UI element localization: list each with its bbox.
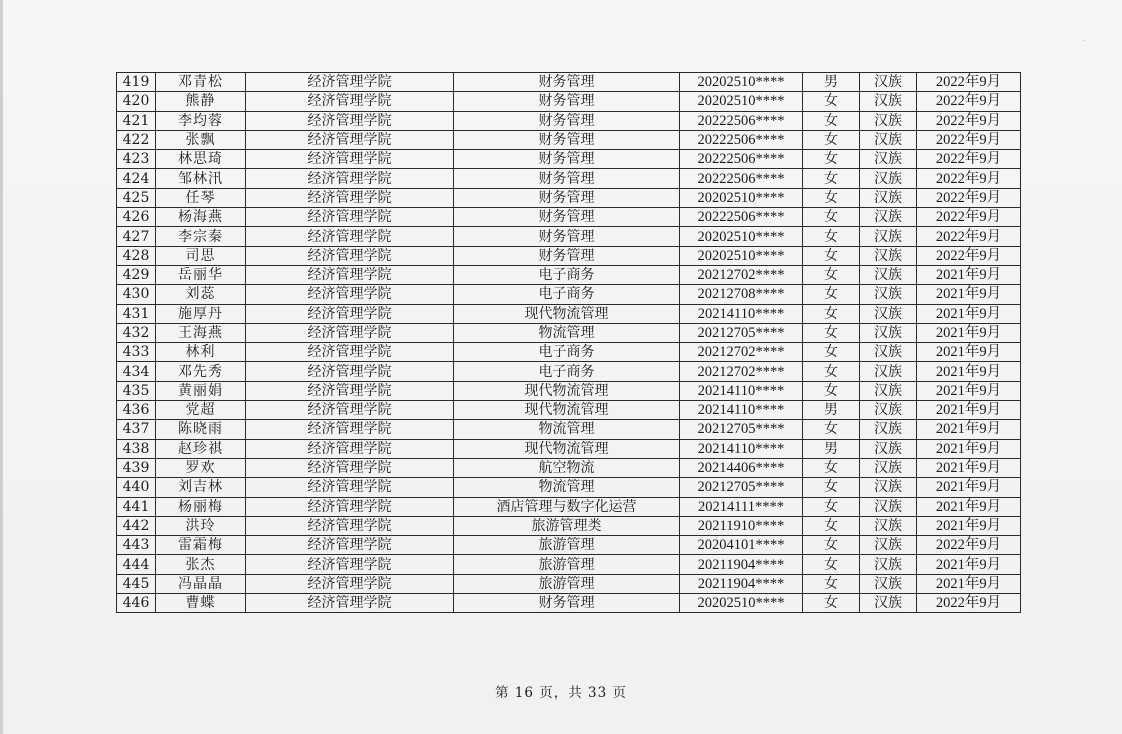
major-cell: 财务管理: [454, 111, 680, 130]
student-name-cell: 林利: [156, 343, 246, 362]
row-number-cell: 427: [117, 227, 156, 246]
ethnicity-cell: 汉族: [860, 343, 917, 362]
student-id-cell: 20204101****: [680, 536, 803, 555]
major-cell: 旅游管理: [454, 536, 680, 555]
gender-cell: 女: [803, 111, 860, 130]
table-row: [117, 439, 1021, 458]
gender-cell: 男: [803, 73, 860, 92]
row-number-cell: 423: [117, 150, 156, 169]
ethnicity-cell: 汉族: [860, 458, 917, 477]
college-cell: 经济管理学院: [246, 439, 454, 458]
major-cell: 现代物流管理: [454, 381, 680, 400]
table-row: [117, 574, 1021, 593]
table-row: [117, 323, 1021, 342]
gender-cell: 女: [803, 285, 860, 304]
gender-cell: 女: [803, 555, 860, 574]
college-cell: 经济管理学院: [246, 130, 454, 149]
major-cell: 财务管理: [454, 594, 680, 613]
gender-cell: 女: [803, 343, 860, 362]
gender-cell: 男: [803, 439, 860, 458]
table-row: [117, 111, 1021, 130]
row-number-cell: 421: [117, 111, 156, 130]
student-name-cell: 杨丽梅: [156, 497, 246, 516]
table-row: [117, 208, 1021, 227]
row-number-cell: 430: [117, 285, 156, 304]
row-number-cell: 437: [117, 420, 156, 439]
student-id-cell: 20214406****: [680, 458, 803, 477]
college-cell: 经济管理学院: [246, 458, 454, 477]
major-cell: 财务管理: [454, 150, 680, 169]
ethnicity-cell: 汉族: [860, 150, 917, 169]
student-id-cell: 20222506****: [680, 169, 803, 188]
table-row: [117, 73, 1021, 92]
enrollment-date-cell: 2021年9月: [917, 323, 1021, 342]
student-name-cell: 党超: [156, 401, 246, 420]
gender-cell: 女: [803, 574, 860, 593]
college-cell: 经济管理学院: [246, 362, 454, 381]
enrollment-date-cell: 2021年9月: [917, 285, 1021, 304]
college-cell: 经济管理学院: [246, 169, 454, 188]
college-cell: 经济管理学院: [246, 265, 454, 284]
college-cell: 经济管理学院: [246, 420, 454, 439]
gender-cell: 女: [803, 208, 860, 227]
row-number-cell: 444: [117, 555, 156, 574]
student-name-cell: 陈晓雨: [156, 420, 246, 439]
ethnicity-cell: 汉族: [860, 111, 917, 130]
table-row: [117, 304, 1021, 323]
college-cell: 经济管理学院: [246, 594, 454, 613]
major-cell: 现代物流管理: [454, 401, 680, 420]
major-cell: 财务管理: [454, 227, 680, 246]
gender-cell: 女: [803, 323, 860, 342]
gender-cell: 女: [803, 478, 860, 497]
gender-cell: 女: [803, 362, 860, 381]
row-number-cell: 445: [117, 574, 156, 593]
student-id-cell: 20214111****: [680, 497, 803, 516]
row-number-cell: 435: [117, 381, 156, 400]
table-row: [117, 265, 1021, 284]
row-number-cell: 433: [117, 343, 156, 362]
ethnicity-cell: 汉族: [860, 169, 917, 188]
table-row: [117, 478, 1021, 497]
major-cell: 现代物流管理: [454, 439, 680, 458]
gender-cell: 女: [803, 92, 860, 111]
major-cell: 电子商务: [454, 265, 680, 284]
student-name-cell: 曹蝶: [156, 594, 246, 613]
student-id-cell: 20222506****: [680, 208, 803, 227]
student-id-cell: 20212705****: [680, 420, 803, 439]
ethnicity-cell: 汉族: [860, 265, 917, 284]
table-row: [117, 536, 1021, 555]
student-name-cell: 岳丽华: [156, 265, 246, 284]
student-name-cell: 黄丽娟: [156, 381, 246, 400]
row-number-cell: 434: [117, 362, 156, 381]
enrollment-date-cell: 2021年9月: [917, 439, 1021, 458]
gender-cell: 女: [803, 420, 860, 439]
gender-cell: 女: [803, 169, 860, 188]
enrollment-date-cell: 2022年9月: [917, 536, 1021, 555]
gender-cell: 女: [803, 246, 860, 265]
gender-cell: 女: [803, 381, 860, 400]
student-id-cell: 20214110****: [680, 439, 803, 458]
table-row: [117, 516, 1021, 535]
enrollment-date-cell: 2022年9月: [917, 111, 1021, 130]
college-cell: 经济管理学院: [246, 574, 454, 593]
row-number-cell: 443: [117, 536, 156, 555]
college-cell: 经济管理学院: [246, 536, 454, 555]
table-row: [117, 246, 1021, 265]
student-name-cell: 李宗秦: [156, 227, 246, 246]
college-cell: 经济管理学院: [246, 188, 454, 207]
major-cell: 现代物流管理: [454, 304, 680, 323]
student-id-cell: 20212702****: [680, 265, 803, 284]
gender-cell: 女: [803, 130, 860, 149]
student-id-cell: 20202510****: [680, 73, 803, 92]
row-number-cell: 428: [117, 246, 156, 265]
row-number-cell: 419: [117, 73, 156, 92]
college-cell: 经济管理学院: [246, 73, 454, 92]
row-number-cell: 432: [117, 323, 156, 342]
enrollment-date-cell: 2022年9月: [917, 227, 1021, 246]
student-name-cell: 邓青松: [156, 73, 246, 92]
ethnicity-cell: 汉族: [860, 401, 917, 420]
enrollment-date-cell: 2021年9月: [917, 343, 1021, 362]
ethnicity-cell: 汉族: [860, 420, 917, 439]
student-id-cell: 20211910****: [680, 516, 803, 535]
row-number-cell: 442: [117, 516, 156, 535]
ethnicity-cell: 汉族: [860, 516, 917, 535]
major-cell: 财务管理: [454, 73, 680, 92]
enrollment-date-cell: 2021年9月: [917, 381, 1021, 400]
ethnicity-cell: 汉族: [860, 285, 917, 304]
student-id-cell: 20212708****: [680, 285, 803, 304]
row-number-cell: 425: [117, 188, 156, 207]
student-id-cell: 20202510****: [680, 227, 803, 246]
ethnicity-cell: 汉族: [860, 323, 917, 342]
student-name-cell: 熊静: [156, 92, 246, 111]
major-cell: 航空物流: [454, 458, 680, 477]
enrollment-date-cell: 2021年9月: [917, 362, 1021, 381]
college-cell: 经济管理学院: [246, 227, 454, 246]
table-row: [117, 343, 1021, 362]
college-cell: 经济管理学院: [246, 381, 454, 400]
table-row: [117, 362, 1021, 381]
student-name-cell: 雷霜梅: [156, 536, 246, 555]
gender-cell: 女: [803, 594, 860, 613]
student-name-cell: 刘吉林: [156, 478, 246, 497]
table-row: [117, 92, 1021, 111]
enrollment-date-cell: 2022年9月: [917, 208, 1021, 227]
college-cell: 经济管理学院: [246, 111, 454, 130]
gender-cell: 女: [803, 516, 860, 535]
student-name-cell: 张飘: [156, 130, 246, 149]
student-id-cell: 20212705****: [680, 323, 803, 342]
row-number-cell: 440: [117, 478, 156, 497]
student-name-cell: 李均蓉: [156, 111, 246, 130]
student-name-cell: 刘蕊: [156, 285, 246, 304]
gender-cell: 女: [803, 304, 860, 323]
enrollment-date-cell: 2022年9月: [917, 246, 1021, 265]
college-cell: 经济管理学院: [246, 343, 454, 362]
row-number-cell: 439: [117, 458, 156, 477]
enrollment-date-cell: 2021年9月: [917, 420, 1021, 439]
college-cell: 经济管理学院: [246, 92, 454, 111]
student-id-cell: 20222506****: [680, 150, 803, 169]
college-cell: 经济管理学院: [246, 285, 454, 304]
ethnicity-cell: 汉族: [860, 555, 917, 574]
major-cell: 旅游管理类: [454, 516, 680, 535]
row-number-cell: 438: [117, 439, 156, 458]
row-number-cell: 441: [117, 497, 156, 516]
row-number-cell: 436: [117, 401, 156, 420]
major-cell: 财务管理: [454, 92, 680, 111]
ethnicity-cell: 汉族: [860, 304, 917, 323]
student-id-cell: 20214110****: [680, 304, 803, 323]
row-number-cell: 420: [117, 92, 156, 111]
college-cell: 经济管理学院: [246, 516, 454, 535]
major-cell: 财务管理: [454, 246, 680, 265]
student-name-cell: 司思: [156, 246, 246, 265]
student-name-cell: 任琴: [156, 188, 246, 207]
major-cell: 电子商务: [454, 343, 680, 362]
college-cell: 经济管理学院: [246, 304, 454, 323]
college-cell: 经济管理学院: [246, 208, 454, 227]
ethnicity-cell: 汉族: [860, 246, 917, 265]
table-row: [117, 285, 1021, 304]
table-row: [117, 420, 1021, 439]
gender-cell: 女: [803, 150, 860, 169]
enrollment-date-cell: 2022年9月: [917, 150, 1021, 169]
ethnicity-cell: 汉族: [860, 227, 917, 246]
major-cell: 电子商务: [454, 362, 680, 381]
table-row: [117, 497, 1021, 516]
ethnicity-cell: 汉族: [860, 574, 917, 593]
ethnicity-cell: 汉族: [860, 381, 917, 400]
ethnicity-cell: 汉族: [860, 208, 917, 227]
student-id-cell: 20211904****: [680, 574, 803, 593]
gender-cell: 女: [803, 536, 860, 555]
gender-cell: 女: [803, 458, 860, 477]
college-cell: 经济管理学院: [246, 401, 454, 420]
college-cell: 经济管理学院: [246, 555, 454, 574]
ethnicity-cell: 汉族: [860, 594, 917, 613]
enrollment-date-cell: 2021年9月: [917, 478, 1021, 497]
student-id-cell: 20222506****: [680, 111, 803, 130]
gender-cell: 女: [803, 497, 860, 516]
enrollment-date-cell: 2022年9月: [917, 130, 1021, 149]
enrollment-date-cell: 2022年9月: [917, 594, 1021, 613]
student-name-cell: 洪玲: [156, 516, 246, 535]
row-number-cell: 431: [117, 304, 156, 323]
enrollment-date-cell: 2022年9月: [917, 73, 1021, 92]
student-id-cell: 20202510****: [680, 92, 803, 111]
student-name-cell: 施厚丹: [156, 304, 246, 323]
enrollment-date-cell: 2021年9月: [917, 458, 1021, 477]
college-cell: 经济管理学院: [246, 150, 454, 169]
student-id-cell: 20211904****: [680, 555, 803, 574]
college-cell: 经济管理学院: [246, 497, 454, 516]
enrollment-date-cell: 2021年9月: [917, 555, 1021, 574]
student-name-cell: 冯晶晶: [156, 574, 246, 593]
ethnicity-cell: 汉族: [860, 188, 917, 207]
gender-cell: 女: [803, 188, 860, 207]
college-cell: 经济管理学院: [246, 323, 454, 342]
table-row: [117, 150, 1021, 169]
student-name-cell: 邹林汛: [156, 169, 246, 188]
ethnicity-cell: 汉族: [860, 536, 917, 555]
ethnicity-cell: 汉族: [860, 130, 917, 149]
major-cell: 财务管理: [454, 188, 680, 207]
enrollment-date-cell: 2021年9月: [917, 516, 1021, 535]
table-row: [117, 555, 1021, 574]
college-cell: 经济管理学院: [246, 478, 454, 497]
ethnicity-cell: 汉族: [860, 478, 917, 497]
gender-cell: 男: [803, 401, 860, 420]
major-cell: 财务管理: [454, 208, 680, 227]
major-cell: 电子商务: [454, 285, 680, 304]
enrollment-date-cell: 2021年9月: [917, 574, 1021, 593]
enrollment-date-cell: 2021年9月: [917, 497, 1021, 516]
college-cell: 经济管理学院: [246, 246, 454, 265]
row-number-cell: 426: [117, 208, 156, 227]
student-id-cell: 20212702****: [680, 362, 803, 381]
major-cell: 旅游管理: [454, 574, 680, 593]
table-row: [117, 401, 1021, 420]
enrollment-date-cell: 2021年9月: [917, 401, 1021, 420]
ethnicity-cell: 汉族: [860, 439, 917, 458]
student-roster-table: [116, 72, 1021, 613]
enrollment-date-cell: 2021年9月: [917, 265, 1021, 284]
student-name-cell: 王海燕: [156, 323, 246, 342]
major-cell: 财务管理: [454, 130, 680, 149]
ethnicity-cell: 汉族: [860, 362, 917, 381]
row-number-cell: 422: [117, 130, 156, 149]
major-cell: 物流管理: [454, 420, 680, 439]
ethnicity-cell: 汉族: [860, 497, 917, 516]
student-name-cell: 邓先秀: [156, 362, 246, 381]
table-row: [117, 458, 1021, 477]
student-name-cell: 林思琦: [156, 150, 246, 169]
major-cell: 物流管理: [454, 323, 680, 342]
major-cell: 旅游管理: [454, 555, 680, 574]
row-number-cell: 424: [117, 169, 156, 188]
student-id-cell: 20202510****: [680, 188, 803, 207]
student-id-cell: 20202510****: [680, 246, 803, 265]
student-name-cell: 杨海燕: [156, 208, 246, 227]
table-row: [117, 381, 1021, 400]
enrollment-date-cell: 2022年9月: [917, 188, 1021, 207]
student-id-cell: 20214110****: [680, 381, 803, 400]
scan-edge: [0, 0, 3, 734]
page-number-footer: 第 16 页，共 33 页: [494, 685, 628, 701]
row-number-cell: 429: [117, 265, 156, 284]
enrollment-date-cell: 2022年9月: [917, 169, 1021, 188]
scan-speck: ·: [1082, 36, 1086, 47]
table-body: [117, 73, 1021, 613]
student-id-cell: 20222506****: [680, 130, 803, 149]
enrollment-date-cell: 2021年9月: [917, 304, 1021, 323]
table-row: [117, 188, 1021, 207]
student-id-cell: 20212705****: [680, 478, 803, 497]
student-id-cell: 20212702****: [680, 343, 803, 362]
table-row: [117, 227, 1021, 246]
gender-cell: 女: [803, 265, 860, 284]
major-cell: 酒店管理与数字化运营: [454, 497, 680, 516]
major-cell: 财务管理: [454, 169, 680, 188]
major-cell: 物流管理: [454, 478, 680, 497]
table-row: [117, 169, 1021, 188]
table-row: [117, 130, 1021, 149]
gender-cell: 女: [803, 227, 860, 246]
student-id-cell: 20214110****: [680, 401, 803, 420]
student-name-cell: 张杰: [156, 555, 246, 574]
student-id-cell: 20202510****: [680, 594, 803, 613]
ethnicity-cell: 汉族: [860, 92, 917, 111]
ethnicity-cell: 汉族: [860, 73, 917, 92]
row-number-cell: 446: [117, 594, 156, 613]
table-row: [117, 594, 1021, 613]
student-name-cell: 罗欢: [156, 458, 246, 477]
student-name-cell: 赵珍祺: [156, 439, 246, 458]
enrollment-date-cell: 2022年9月: [917, 92, 1021, 111]
